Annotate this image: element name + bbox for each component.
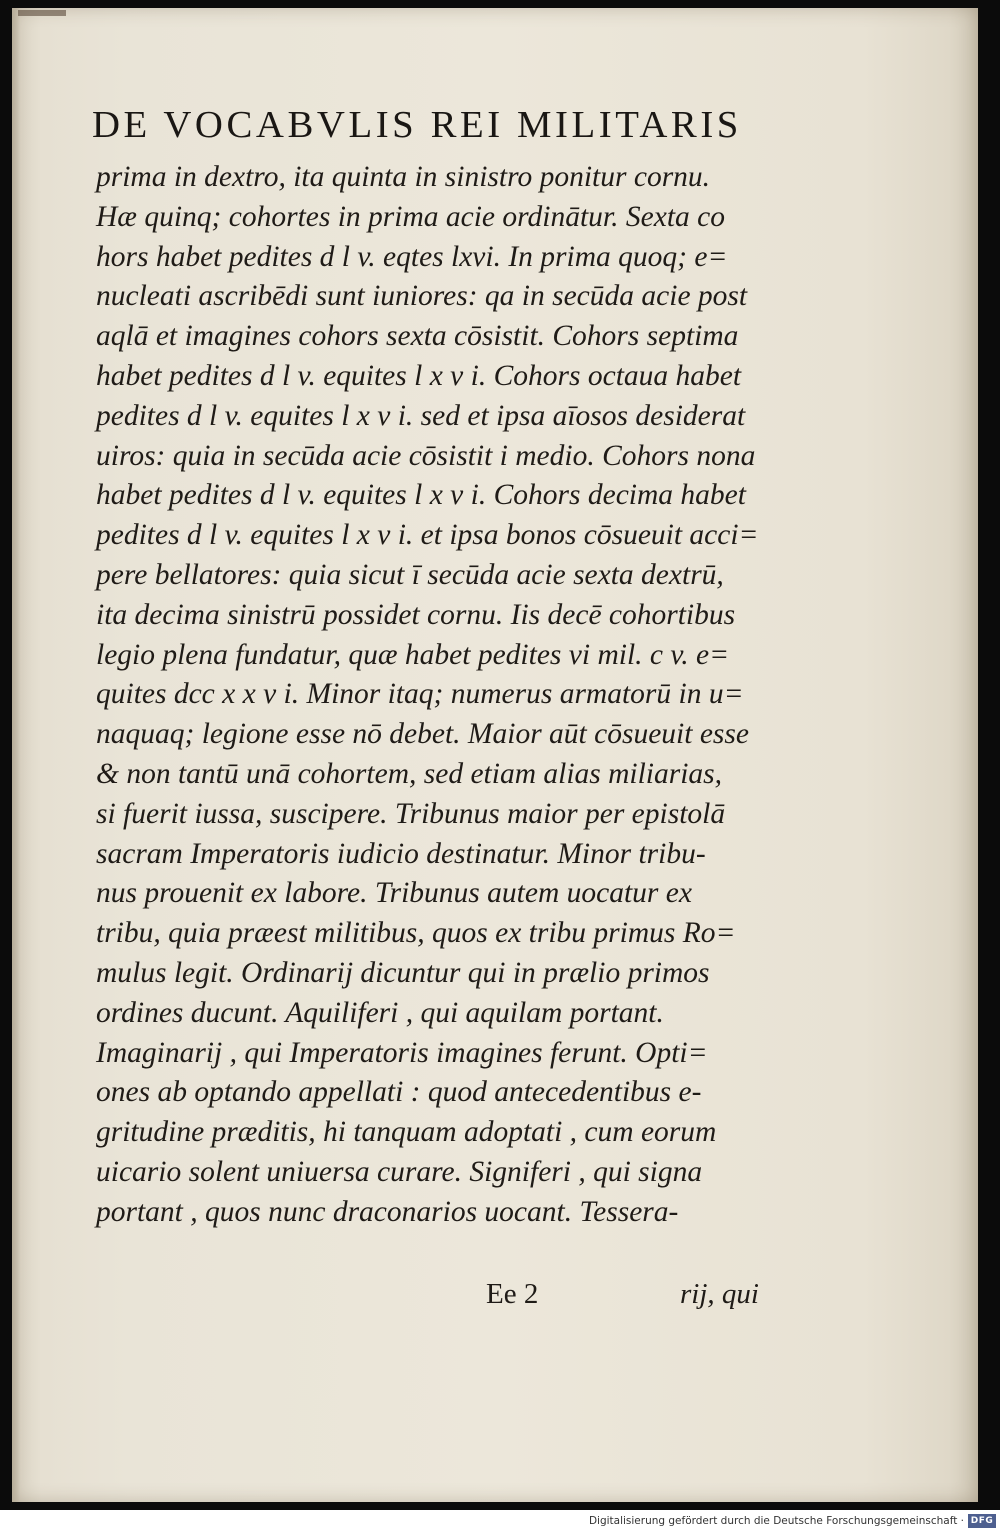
dfg-logo-icon: DFG <box>968 1514 996 1528</box>
page-gutter-shadow <box>12 8 20 1502</box>
text-line: Imaginarij , qui Imperatoris imagines ferunt. Opti= <box>96 1036 708 1069</box>
text-line: pedites d l v. equites l x v i. et ipsa bonos cōsueuit acci= <box>96 519 759 552</box>
catchword: rij, qui <box>680 1278 759 1310</box>
running-head: DE VOCABVLIS REI MILITARIS <box>92 104 742 146</box>
body-text <box>96 158 786 1233</box>
text-line: mulus legit. Ordinarij dicuntur qui in prælio primos <box>96 956 710 989</box>
text-line: habet pedites d l v. equites l x v i. Cohors decima habet <box>96 479 746 512</box>
text-line: & non tantū unā cohortem, sed etiam alias miliarias, <box>96 757 723 790</box>
text-line: habet pedites d l v. equites l x v i. Cohors octaua habet <box>96 359 742 392</box>
text-line: prima in dextro, ita quinta in sinistro ponitur cornu. <box>96 161 711 193</box>
text-line: quites dcc x x v i. Minor itaq; numerus armatorū in u= <box>96 678 744 711</box>
library-tag <box>18 10 66 16</box>
text-line: si fuerit iussa, suscipere. Tribunus maior per epistolā <box>96 797 726 830</box>
text-line: legio plena fundatur, quæ habet pedites vi mil. c v. e= <box>96 638 730 671</box>
signature-mark: Ee 2 <box>486 1278 539 1310</box>
text-line: portant , quos nunc draconarios uocant. Tessera- <box>96 1195 679 1228</box>
text-line: sacram Imperatoris iudicio destinatur. Minor tribu- <box>96 837 706 870</box>
text-line: naquaq; legione esse nō debet. Maior aūt cōsueuit esse <box>96 718 749 751</box>
funding-credit: Digitalisierung gefördert durch die Deutsche Forschungsgemeinschaft · <box>588 1515 964 1527</box>
text-line: gritudine præditis, hi tanquam adoptati , cum eorum <box>96 1116 717 1149</box>
text-line: uicario solent uniuersa curare. Signiferi , qui signa <box>96 1155 703 1188</box>
text-line: aqlā et imagines cohors sexta cōsistit. Cohors septima <box>96 320 739 353</box>
text-line: ordines ducunt. Aquiliferi , qui aquilam portant. <box>96 996 664 1029</box>
text-line: pere bellatores: quia sicut ī secūda acie sexta dextrū, <box>96 558 724 591</box>
text-line: nus prouenit ex labore. Tribunus autem uocatur ex <box>96 877 692 910</box>
text-line: uiros: quia in secūda acie cōsistit i medio. Cohors nona <box>96 439 756 472</box>
text-line: ones ab optando appellati : quod antecedentibus e- <box>96 1076 702 1109</box>
text-line: nucleati ascribēdi sunt iuniores: qa in secūda acie post <box>96 280 748 313</box>
text-line: Hæ quinq; cohortes in prima acie ordinātur. Sexta co <box>96 200 725 233</box>
text-line: tribu, quia præest militibus, quos ex tribu primus Ro= <box>96 917 736 950</box>
text-line: hors habet pedites d l v. eqtes lxvi. In prima quoq; e= <box>96 240 728 273</box>
text-line: pedites d l v. equites l x v i. sed et ipsa aīosos desiderat <box>96 399 746 432</box>
text-line: ita decima sinistrū possidet cornu. Iis decē cohortibus <box>96 598 736 631</box>
